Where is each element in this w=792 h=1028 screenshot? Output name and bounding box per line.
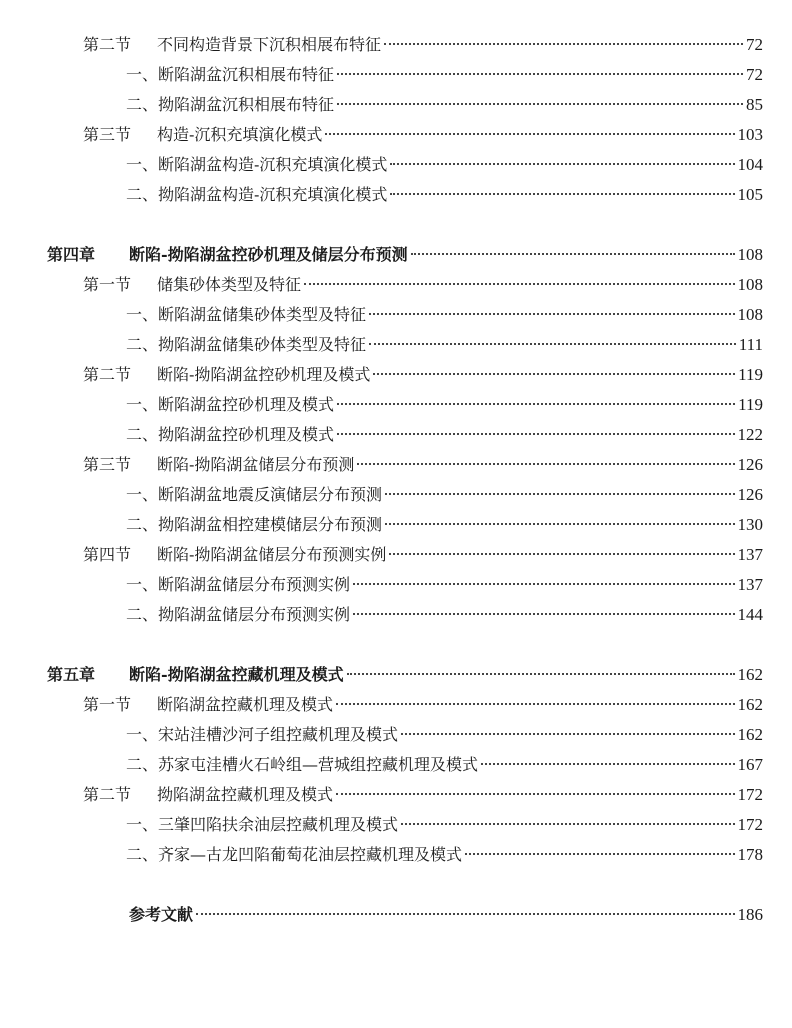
toc-subsection-entry[interactable]	[0, 150, 792, 180]
dot-leader	[401, 733, 734, 735]
dot-leader	[384, 43, 743, 45]
dot-leader	[325, 133, 734, 135]
dot-leader	[401, 823, 734, 825]
toc-entry-title: 一、断陷湖盆构造-沉积充填演化模式	[126, 155, 388, 174]
toc-page-number: 137	[737, 575, 763, 594]
toc-section-entry[interactable]	[0, 780, 792, 810]
table-of-contents	[0, 30, 792, 930]
dot-leader	[389, 553, 734, 555]
dot-leader	[369, 313, 734, 315]
toc-page-number: 162	[737, 665, 763, 684]
toc-entry-title: 一、断陷湖盆控砂机理及模式	[126, 395, 335, 414]
toc-entry-title: 二、拗陷湖盆储层分布预测实例	[126, 605, 351, 624]
toc-section-entry[interactable]	[0, 120, 792, 150]
toc-page-number: 104	[737, 155, 763, 174]
toc-subsection-entry[interactable]	[0, 60, 792, 90]
toc-chapter-entry[interactable]	[0, 240, 792, 270]
toc-entry-title: 二、齐家—古龙凹陷葡萄花油层控藏机理及模式	[126, 845, 463, 864]
toc-page-number: 172	[737, 785, 763, 804]
toc-section-entry[interactable]	[0, 690, 792, 720]
dot-leader	[337, 73, 743, 75]
toc-subsection-entry[interactable]	[0, 720, 792, 750]
toc-page-number: 162	[737, 695, 763, 714]
toc-entry-title: 一、断陷湖盆储层分布预测实例	[126, 575, 351, 594]
toc-entry-title: 拗陷湖盆控藏机理及模式	[157, 785, 334, 804]
toc-page-number: 108	[737, 305, 763, 324]
dot-leader	[385, 523, 734, 525]
toc-entry-title: 二、拗陷湖盆控砂机理及模式	[126, 425, 335, 444]
toc-entry-title: 一、断陷湖盆地震反演储层分布预测	[126, 485, 383, 504]
toc-subsection-entry[interactable]	[0, 510, 792, 540]
toc-entry-title: 不同构造背景下沉积相展布特征	[157, 35, 382, 54]
toc-page-number: 72	[746, 35, 763, 54]
toc-entry-title: 参考文献	[129, 905, 194, 924]
toc-entry-title: 二、拗陷湖盆相控建模储层分布预测	[126, 515, 383, 534]
dot-leader	[373, 373, 735, 375]
dot-leader	[337, 103, 743, 105]
toc-subsection-entry[interactable]	[0, 480, 792, 510]
dot-leader	[196, 913, 734, 915]
toc-entry-title: 断陷湖盆控藏机理及模式	[157, 695, 334, 714]
toc-chapter-entry[interactable]	[0, 660, 792, 690]
toc-subsection-entry[interactable]	[0, 390, 792, 420]
toc-page-number: 108	[737, 275, 763, 294]
toc-entry-title: 断陷-拗陷湖盆控砂机理及模式	[157, 365, 371, 384]
toc-entry-number: 第四章	[47, 245, 96, 264]
toc-subsection-entry[interactable]	[0, 840, 792, 870]
toc-subsection-entry[interactable]	[0, 570, 792, 600]
toc-page-number: 122	[737, 425, 763, 444]
toc-section-entry[interactable]	[0, 30, 792, 60]
toc-subsection-entry[interactable]	[0, 330, 792, 360]
toc-page-number: 126	[737, 485, 763, 504]
toc-page-number: 103	[737, 125, 763, 144]
toc-entry-number: 第五章	[47, 665, 96, 684]
dot-leader	[390, 193, 734, 195]
dot-leader	[353, 583, 734, 585]
toc-entry-title: 断陷-拗陷湖盆储层分布预测	[157, 455, 355, 474]
toc-page-number: 105	[737, 185, 763, 204]
toc-section-entry[interactable]	[0, 540, 792, 570]
toc-entry-title: 二、拗陷湖盆构造-沉积充填演化模式	[126, 185, 388, 204]
dot-leader	[465, 853, 734, 855]
dot-leader	[481, 763, 734, 765]
dot-leader	[390, 163, 734, 165]
toc-entry-title: 一、三肇凹陷扶余油层控藏机理及模式	[126, 815, 399, 834]
dot-leader	[337, 403, 735, 405]
toc-entry-number: 第二节	[83, 35, 132, 54]
toc-entry-number: 第一节	[83, 695, 132, 714]
toc-entry-number: 第三节	[83, 125, 132, 144]
toc-page-number: 144	[737, 605, 763, 624]
toc-entry-number: 第二节	[83, 785, 132, 804]
toc-subsection-entry[interactable]	[0, 600, 792, 630]
toc-entry-number: 第三节	[83, 455, 132, 474]
toc-page-number: 172	[737, 815, 763, 834]
toc-page-number: 72	[746, 65, 763, 84]
toc-entry-title: 二、拗陷湖盆储集砂体类型及特征	[126, 335, 367, 354]
toc-entry-title: 一、断陷湖盆储集砂体类型及特征	[126, 305, 367, 324]
toc-page-number: 119	[738, 365, 763, 384]
dot-leader	[357, 463, 734, 465]
toc-page-number: 162	[737, 725, 763, 744]
toc-page-number: 186	[737, 905, 763, 924]
dot-leader	[353, 613, 734, 615]
toc-chapter-entry[interactable]	[0, 900, 792, 930]
toc-subsection-entry[interactable]	[0, 420, 792, 450]
toc-page-number: 178	[737, 845, 763, 864]
toc-entry-title: 二、苏家屯洼槽火石岭组—营城组控藏机理及模式	[126, 755, 479, 774]
toc-subsection-entry[interactable]	[0, 300, 792, 330]
toc-section-entry[interactable]	[0, 360, 792, 390]
toc-page-number: 130	[737, 515, 763, 534]
toc-entry-number: 第四节	[83, 545, 132, 564]
dot-leader	[336, 703, 734, 705]
dot-leader	[347, 673, 735, 675]
toc-entry-number: 第二节	[83, 365, 132, 384]
toc-entry-title: 一、宋站洼槽沙河子组控藏机理及模式	[126, 725, 399, 744]
dot-leader	[369, 343, 736, 345]
toc-subsection-entry[interactable]	[0, 750, 792, 780]
toc-subsection-entry[interactable]	[0, 180, 792, 210]
toc-page-number: 108	[737, 245, 763, 264]
toc-entry-title: 二、拗陷湖盆沉积相展布特征	[126, 95, 335, 114]
toc-page-number: 85	[746, 95, 763, 114]
toc-entry-number: 第一节	[83, 275, 132, 294]
toc-entry-title: 断陷-拗陷湖盆控藏机理及模式	[129, 665, 344, 684]
toc-page-number: 126	[737, 455, 763, 474]
toc-page-number: 137	[737, 545, 763, 564]
toc-entry-title: 断陷-拗陷湖盆控砂机理及储层分布预测	[129, 245, 408, 264]
toc-subsection-entry[interactable]	[0, 90, 792, 120]
toc-section-entry[interactable]	[0, 450, 792, 480]
toc-entry-title: 储集砂体类型及特征	[157, 275, 302, 294]
toc-entry-title: 一、断陷湖盆沉积相展布特征	[126, 65, 335, 84]
toc-page-number: 167	[737, 755, 763, 774]
toc-section-entry[interactable]	[0, 270, 792, 300]
dot-leader	[337, 433, 734, 435]
dot-leader	[385, 493, 734, 495]
toc-page-number: 111	[738, 335, 763, 354]
dot-leader	[304, 283, 734, 285]
toc-entry-title: 断陷-拗陷湖盆储层分布预测实例	[157, 545, 387, 564]
toc-entry-title: 构造-沉积充填演化模式	[157, 125, 323, 144]
dot-leader	[411, 253, 735, 255]
dot-leader	[336, 793, 734, 795]
toc-subsection-entry[interactable]	[0, 810, 792, 840]
toc-page-number: 119	[738, 395, 763, 414]
